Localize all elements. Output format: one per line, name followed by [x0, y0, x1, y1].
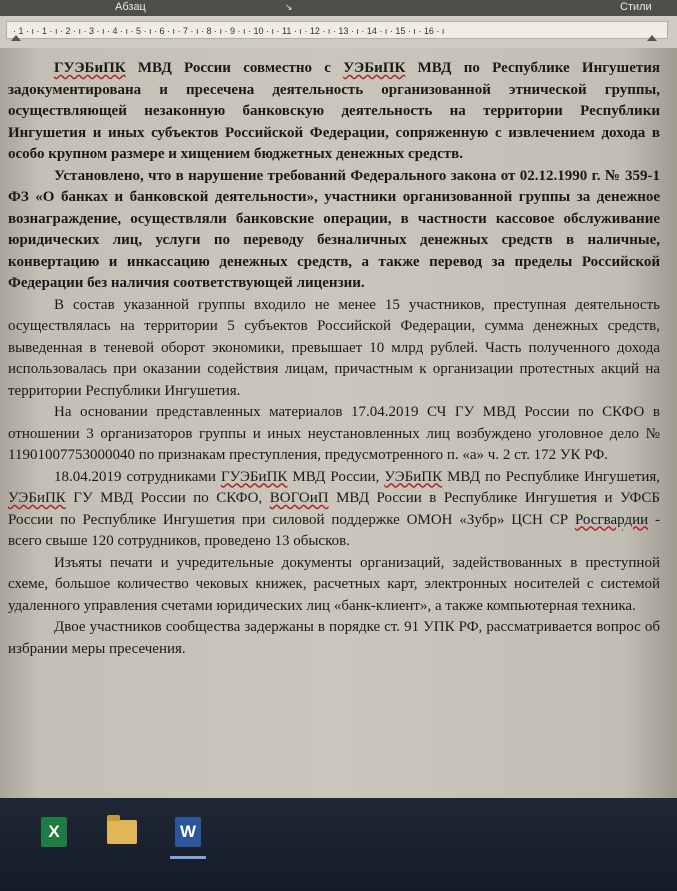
- paragraph-5: [8, 467, 660, 553]
- excel-icon: X: [41, 817, 67, 847]
- abbr-uebipk-2: УЭБиПК: [384, 468, 443, 485]
- p5-text-a: 18.04.2019 сотрудниками: [54, 468, 221, 485]
- paragraph-6: Изъяты печати и учредительные документы организаций, задействованных в преступной схеме, большое количество чековых книжек, расчетных карт, электронных носителей с системой удаленного управления счетами юридических лиц «банк-клиент», а также компьютерная техника.: [8, 554, 660, 614]
- paragraph-1: [8, 58, 660, 166]
- ruler-band: [6, 21, 668, 39]
- paragraph-4: На основании представленных материалов 17.04.2019 СЧ ГУ МВД России по СКФО в отношении 3 организаторов группы и иных неустановленных лиц возбуждено уголовное дело № 11901007753000040 по признакам преступления, предусмотренного п. «а» ч. 2 ст. 172 УК РФ.: [8, 404, 660, 463]
- paragraph-group-label: Абзац: [115, 1, 146, 13]
- dialog-launcher-icon[interactable]: ↘: [285, 2, 293, 12]
- p5-text-c: МВД России,: [287, 468, 385, 485]
- p5-text-g: ГУ МВД России по СКФО,: [65, 490, 270, 506]
- document-page[interactable]: [0, 48, 677, 798]
- word-rosgvardii: Росгвардии: [574, 511, 649, 528]
- paragraph-7: Двое участников сообщества задержаны в порядке ст. 91 УПК РФ, рассматривается вопрос об избрании меры пресечения.: [8, 619, 660, 657]
- left-indent-marker-icon[interactable]: [11, 35, 21, 41]
- word-icon: W: [175, 817, 201, 847]
- p5-text-e: МВД по Республике Ингушетия,: [442, 468, 661, 485]
- abbr-uebipk: УЭБиПК: [343, 60, 406, 76]
- p5-text-i: МВД России в Республике Ингушетия и УФСБ России по Республике Ингушетия при силовой поддержке ОМОН «Зубр» ЦСН СР: [8, 490, 660, 528]
- styles-group-label: Стили: [620, 1, 652, 13]
- word-running-indicator: [170, 856, 206, 859]
- p1-text-b: МВД России совместно с: [125, 60, 344, 76]
- paragraph-2: Установлено, что в нарушение требований Федерального закона от 02.12.1990 г. № 359-1 ФЗ «О банках и банковской деятельности», участники организованной группы за денежное вознаграждение, осуществляли банковские операции, в частности кассовое обслуживание юридических лиц, услуги по переводу безналичных денежных средств в наличные, конвертацию и инкассацию денежных средств, а также перевод за пределы Российской Федерации без наличия соответствующей лицензии.: [8, 167, 660, 291]
- taskbar-word-button[interactable]: [166, 810, 210, 854]
- ribbon-strip: [0, 0, 677, 16]
- abbr-vogoip: ВОГОиП: [269, 490, 329, 506]
- abbr-guebipk-2: ГУЭБиПК: [220, 468, 288, 485]
- abbr-guebipk: ГУЭБиПК: [54, 60, 126, 76]
- taskbar-file-explorer-button[interactable]: [100, 810, 144, 854]
- document-body[interactable]: [8, 58, 660, 660]
- paragraph-3: В состав указанной группы входило не менее 15 участников, преступная деятельность осуществлялась на территории 5 субъектов Российской Федерации, сумма денежных средств, выведенная в теневой оборот экономики, превышает 10 млрд рублей. Часть полученного дохода использовалась при оказании содействия лицам, причастным к организации протестных акций на территории Республики Ингушетия.: [8, 296, 660, 399]
- right-indent-marker-icon[interactable]: [647, 35, 657, 41]
- p1-text-d: МВД по Республике Ингушетия задокументирована и пресечена деятельность организованной этнической группы, осуществляющей незаконную банковскую деятельность на территории Республики Ингушетия и иных субъектов Российской Федерации, сопряженную с извлечением дохода в особо крупном размере и хищением бюджетных денежных средств.: [8, 60, 660, 162]
- horizontal-ruler[interactable]: [0, 16, 677, 48]
- folder-icon: [107, 820, 137, 844]
- taskbar-excel-button[interactable]: [32, 810, 76, 854]
- abbr-uebipk-3: УЭБиПК: [8, 490, 66, 506]
- taskbar: [0, 798, 677, 891]
- ruler-ticks: · 1 · ı · 1 · ı · 2 · ı · 3 · ı · 4 · ı · 5 · ı · 6 · ı · 7 · ı · 8 · ı · 9 · ı · 10 · ı · 11 · ı · 12 · ı · 13 · ı · 14 · ı · 15 · ı · 16 · ı: [13, 26, 445, 36]
- p5-text-k: - всего свыше 120 сотрудников, проведено 13 обысков.: [8, 511, 661, 549]
